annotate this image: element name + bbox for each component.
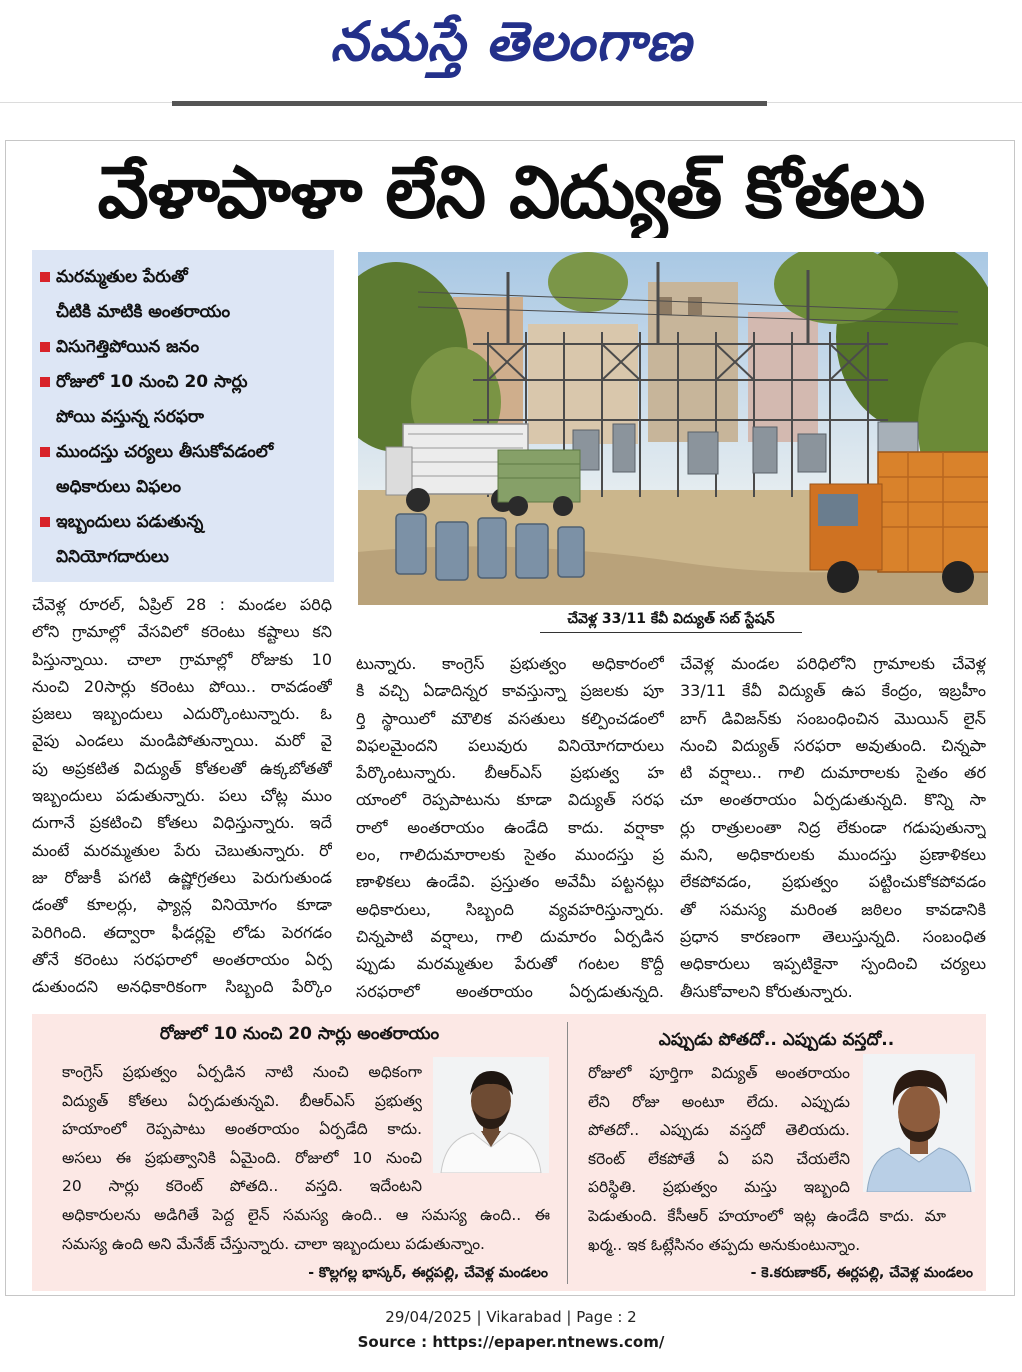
text-line: చేవెళ్ల రూరల్, ఏప్రిల్ 28 : మండల పరిధి (32, 595, 332, 614)
text-line: మంటే మరమ్మతుల పేరు చెబుతున్నారు. రో (32, 840, 332, 860)
bullet-square-icon (40, 377, 50, 387)
text-line: పెరిగింది. తద్వారా ఫీడర్లపై లోడు పెరగడం (32, 922, 332, 942)
text-line: పిస్తున్నాయి. చాలా గ్రామాల్లో రోజుకు 10 (32, 649, 332, 669)
highlight-text (56, 505, 334, 575)
portrait-image (863, 1054, 975, 1192)
text-line: విసుగెత్తిపోయిన జనం (56, 337, 200, 357)
highlight-item (32, 505, 334, 575)
headline: వేళాపాళా లేని విద్యుత్ కోతలు (97, 150, 925, 234)
text-line: చీటికి మాటికి అంతరాయం (56, 302, 231, 322)
text-line: చూ అంతరాయం ఏర్పడుతున్నది. కొన్ని సా (680, 790, 986, 810)
bullet-square-icon (40, 342, 50, 352)
text-line: కాంగ్రెస్ ప్రభుత్వం ఏర్పడిన నాటి నుంచి అధికంగా (62, 1063, 422, 1081)
text-line: లం, గాలిదుమారాలకు సైతం ముందస్తు ప్ర (356, 845, 664, 865)
text-line: చిన్నపాటి వర్షాలు, గాలి దుమారం ఏర్పడిన (356, 926, 664, 946)
portrait-photo (433, 1057, 549, 1173)
text-line: పు అప్రకటిత విద్యుత్ కోతలతో ఉక్కబోతతో (32, 758, 332, 778)
highlight-item (32, 435, 334, 505)
text-line: నుంచి విద్యుత్ సరఫరా అవుతుంది. చిన్నపా (680, 735, 986, 755)
text-line: పోతదో.. ఎప్పుడు వస్తదో తెలియదు. (588, 1121, 850, 1140)
text-line: ఇబ్బందులు పడుతున్నారు. పలు చోట్ల ముం (32, 786, 332, 806)
text-line: ప్రధాన కారణంగా తెలుస్తున్నది. సంబంధిత (680, 926, 986, 946)
text-line: లేకపోవడం, ప్రభుత్వం పట్టించుకోకపోవడం (680, 872, 986, 892)
highlight-text (56, 435, 334, 505)
text-line: విఫలమైందని పలువురు వినియోగదారులు (356, 735, 664, 755)
text-line: అసలు ఈ ప్రభుత్వానికి ఏమైంది. రోజులో 10 నుంచి (62, 1148, 422, 1167)
text-line: ర్తి స్థాయిలో మౌలిక వసతులు కల్పించడంలో (356, 708, 664, 728)
bullet-square-icon (40, 517, 50, 527)
text-line: తోనే కరెంటు సరఫరాలో అంతరాయం ఏర్ప (32, 949, 332, 969)
substation-photo-image (358, 252, 988, 605)
source-line: Source : https://epaper.ntnews.com/ (357, 1333, 665, 1351)
text-line: రోజులో 10 నుంచి 20 సార్లు (56, 372, 248, 392)
text-line: ణాళికలు ఉండేవి. ప్రస్తుతం అవేమీ పట్టనట్లు (356, 872, 664, 892)
text-line: ఇబ్బందులు పడుతున్న (56, 512, 204, 532)
text-line: లేని రోజు అంటూ లేదు. ఎప్పుడు (588, 1092, 850, 1111)
highlight-item (32, 365, 334, 435)
text-line: విద్యుత్ కోతలు ఏర్పడుతున్నవి. బీఆర్ఎస్ ప్రభుత్వ (62, 1091, 422, 1110)
bullet-square-icon (40, 447, 50, 457)
text-line: అధికారులు విఫలం (56, 477, 182, 497)
text-line: వైపు ఎండలు మండిపోతున్నాయి. మరో వై (32, 731, 332, 751)
text-line: సమస్య ఉంది అని మేనేజ్ చేస్తున్నారు. చాలా ఇబ్బందులు పడుతున్నాం. (62, 1234, 485, 1253)
text-line: అధికారులు, సిబ్బంది వ్యవహరిస్తున్నారు. (356, 899, 664, 919)
text-line: నుంచి 20సార్లు కరెంటు పోయి.. రావడంతో (32, 676, 332, 696)
text-line: టి వర్షాలు.. గాలి దుమారాలకు సైతం తర (680, 763, 986, 783)
highlight-text (56, 365, 334, 435)
text-line: డుతుందని అనధికారికంగా సిబ్బంది పేర్కొం (32, 977, 332, 997)
article-column-2 (356, 650, 664, 1006)
text-line: మరమ్మతుల పేరుతో (56, 267, 188, 287)
photo-caption: చేవెళ్ల 33/11 కేవీ విద్యుత్ సబ్ స్టేషన్ (540, 606, 802, 633)
text-line: లోని గ్రామాల్లో వేసవిలో కరెంటు కష్టాలు కని (32, 622, 332, 642)
text-line: డంతో కూలర్లు, ఫ్యాన్ల వినియోగం కూడా (32, 895, 332, 915)
text-line: టున్నారు. కాంగ్రెస్ ప్రభుత్వం అధికారంలో (356, 654, 664, 673)
quote-attribution: - కె.కరుణాకర్, ఈర్లపల్లి, చేవెళ్ల మండలం (750, 1265, 973, 1281)
quotes-divider (567, 1022, 568, 1284)
text-line: 33/11 కేవీ విద్యుత్ ఉప కేంద్రం, ఇబ్రహీం (680, 681, 986, 701)
text-line: కి వచ్చి ఏడాదిన్నర కావస్తున్నా ప్రజలకు పూ (356, 681, 664, 701)
text-line: ప్రజలు ఇబ్బందులు ఎదుర్కొంటున్నారు. ఓ (32, 704, 332, 724)
dateline: 29/04/2025 | Vikarabad | Page : 2 (385, 1308, 637, 1326)
text-line: తో సమస్య మరింత జఠిలం కావడానికి (680, 899, 986, 919)
text-line: ఖర్మ.. ఇక ఓట్లేసినం తప్పదు అనుకుంటున్నాం. (588, 1235, 861, 1254)
text-line: మని, అధికారులకు ముందస్తు ప్రణాళికలు (680, 845, 986, 865)
text-line: అధికారులు ఇప్పటికైనా స్పందించి చర్యలు (680, 954, 986, 974)
quote-heading: ఎప్పుడు పోతదో.. ఎప్పుడు వస్తదో.. (658, 1030, 895, 1050)
text-line: జు రోజుకీ పగటి ఉష్ణోగ్రతలు పెరుగుతుండ (32, 867, 332, 887)
masthead-logo: నమస్తే తెలంగాణ (330, 10, 692, 73)
highlights-box (32, 250, 334, 582)
text-line: చేవెళ్ల మండల పరిధిలోని గ్రామాలకు చేవెళ్ల (680, 654, 986, 673)
substation-photo (358, 252, 988, 605)
highlight-text (56, 330, 334, 365)
text-line: సరఫరాలో అంతరాయం ఏర్పడుతున్నది. (356, 981, 664, 1001)
article-column-1 (32, 591, 332, 1003)
text-line: 20 సార్లు కరెంట్ పోతది.. వస్తది. ఇదేంటని (62, 1177, 422, 1196)
text-line: ర్లు రాత్రులంతా నిద్ర లేకుండా గడుపుతున్నా (680, 817, 986, 837)
quote-heading: రోజులో 10 నుంచి 20 సార్లు అంతరాయం (159, 1024, 440, 1044)
text-line: బాగ్ డివిజన్‌కు సంబంధించిన మొయిన్ లైన్ (680, 708, 986, 728)
text-line: పరిస్థితి. ప్రభుత్వం మస్తు ఇబ్బంది (588, 1178, 850, 1197)
quote-attribution: - కొల్లగల్ల భాస్కర్, ఈర్లపల్లి, చేవెళ్ల మండలం (308, 1265, 548, 1281)
portrait-image (433, 1057, 549, 1173)
text-line: రాలో అంతరాయం ఉండేది కాదు. వర్షాకా (356, 817, 664, 837)
text-line: కరెంట్ లేకపోతే ఏ పని చేయలేని (588, 1149, 850, 1168)
portrait-photo (863, 1054, 975, 1192)
masthead-bar (172, 101, 767, 106)
text-line: ప్పుడు మరమ్మతుల పేరుతో గంటల కొద్దీ (356, 954, 664, 974)
highlight-text (56, 260, 334, 330)
text-line: వినియోగదారులు (56, 547, 169, 567)
text-line: యాంలో రెప్పపాటును కూడా విద్యుత్ సరఫ (356, 790, 664, 810)
text-line: ముందస్తు చర్యలు తీసుకోవడంలో (56, 442, 274, 462)
highlight-item (32, 260, 334, 330)
bullet-square-icon (40, 272, 50, 282)
text-line: దుగానే ప్రకటించి కోతలు విధిస్తున్నారు. ఇదే (32, 813, 332, 833)
text-line: పెడుతుంది. కేసీఆర్ హయాంలో ఇట్ల ఉండేది కాదు. మా (588, 1206, 946, 1225)
text-line: పేర్కొంటున్నారు. బీఆర్ఎస్ ప్రభుత్వ హ (356, 763, 664, 783)
text-line: హయాంలో రెప్పపాటు అంతరాయం ఏర్పడేది కాదు. (62, 1120, 422, 1139)
text-line: తీసుకోవాలని కోరుతున్నారు. (680, 981, 853, 1001)
text-line: రోజులో పూర్తిగా విద్యుత్ అంతరాయం (588, 1064, 850, 1082)
text-line: పోయి వస్తున్న సరఫరా (56, 407, 204, 427)
text-line: అధికారులను అడిగితే పెద్ద లైన్ సమస్య ఉంది.. ఆ సమస్య ఉంది.. ఈ (62, 1205, 550, 1224)
highlight-item (32, 330, 334, 365)
article-column-3 (680, 650, 986, 1006)
